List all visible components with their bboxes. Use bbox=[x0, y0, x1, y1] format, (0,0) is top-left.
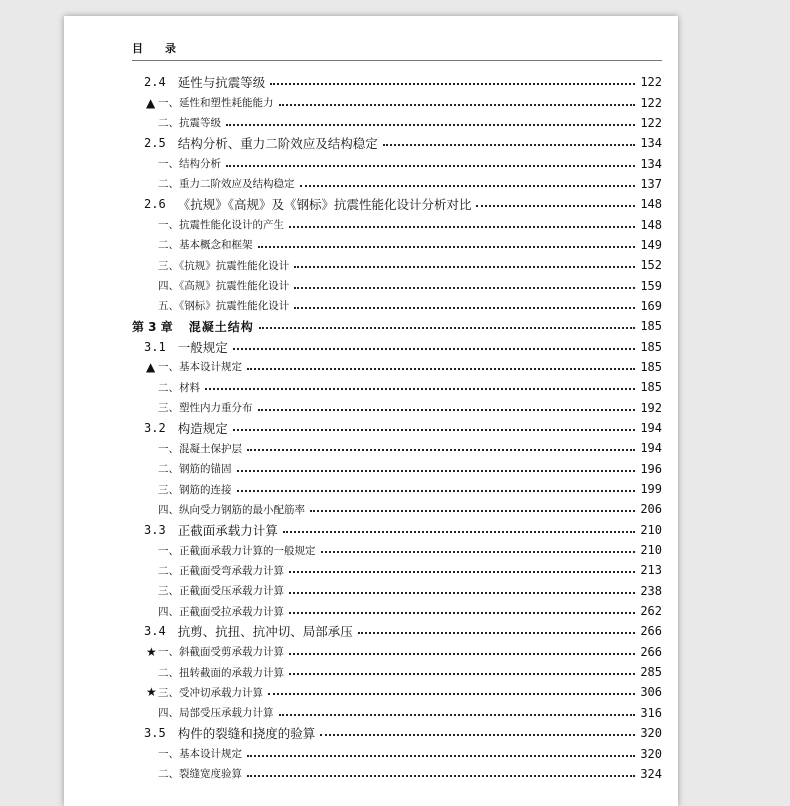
toc-entry-title: 三、受冲切承载力计算 bbox=[158, 686, 263, 699]
toc-entry-label bbox=[146, 746, 242, 761]
toc-entry-title: 二、基本概念和框架 bbox=[158, 239, 253, 252]
toc-section-row[interactable] bbox=[132, 72, 662, 92]
dot-leader bbox=[289, 612, 635, 614]
toc-entry-label bbox=[146, 563, 284, 578]
toc-subsection-row[interactable] bbox=[132, 581, 662, 601]
toc-entry-label bbox=[146, 176, 295, 191]
dot-leader bbox=[289, 571, 635, 573]
header-rule bbox=[132, 60, 662, 61]
toc-subsection-row[interactable] bbox=[132, 113, 662, 133]
dot-leader bbox=[233, 429, 635, 431]
toc-entry-title: 一、斜截面受剪承载力计算 bbox=[158, 646, 284, 659]
toc-page-number: 262 bbox=[640, 604, 662, 619]
toc-page-number: 137 bbox=[640, 176, 662, 191]
dot-leader bbox=[294, 266, 635, 268]
dot-leader bbox=[247, 449, 635, 451]
toc-entry-title: 二、钢筋的锚固 bbox=[158, 463, 232, 476]
toc-entry-title: 四、纵向受力钢筋的最小配筋率 bbox=[158, 503, 305, 516]
toc-entry-label bbox=[146, 441, 242, 456]
toc-page-number: 194 bbox=[640, 441, 662, 456]
dot-leader bbox=[226, 165, 635, 167]
dot-leader bbox=[268, 693, 635, 695]
toc-entry-label bbox=[146, 705, 274, 720]
toc-page-number: 122 bbox=[640, 115, 662, 130]
toc-entry-number: 3.1 bbox=[144, 339, 166, 354]
dot-leader bbox=[270, 83, 635, 85]
toc-entry-label bbox=[144, 622, 353, 640]
toc-entry-label bbox=[146, 461, 232, 476]
toc-entry-title: 三、《抗规》抗震性能化设计 bbox=[158, 259, 290, 272]
document-page bbox=[64, 16, 678, 806]
toc-subsection-row[interactable] bbox=[132, 255, 662, 275]
toc-entry-title: 二、重力二阶效应及结构稳定 bbox=[158, 178, 295, 191]
toc-entry-label bbox=[146, 604, 284, 619]
toc-section-row[interactable] bbox=[132, 418, 662, 438]
toc-page-number: 316 bbox=[640, 705, 662, 720]
toc-entry-title: 一、延性和塑性耗能能力 bbox=[158, 97, 274, 110]
dot-leader bbox=[205, 388, 635, 390]
toc-page-number: 185 bbox=[640, 319, 662, 334]
toc-entry-label bbox=[146, 400, 253, 415]
dot-leader bbox=[358, 632, 635, 634]
toc-section-row[interactable] bbox=[132, 336, 662, 356]
dot-leader bbox=[321, 551, 636, 553]
toc-subsection-row[interactable] bbox=[132, 459, 662, 479]
toc-page-number: 238 bbox=[640, 583, 662, 598]
toc-subsection-row[interactable] bbox=[132, 540, 662, 560]
dot-leader bbox=[289, 653, 635, 655]
toc-entry-title: 二、扭转截面的承载力计算 bbox=[158, 666, 284, 679]
toc-entry-label bbox=[146, 156, 221, 171]
dot-leader bbox=[258, 246, 636, 248]
toc-entry-title: 混凝土结构 bbox=[188, 319, 254, 334]
dot-leader bbox=[237, 490, 636, 492]
toc-subsection-row[interactable] bbox=[132, 174, 662, 194]
dot-leader bbox=[247, 368, 635, 370]
toc-page-number: 306 bbox=[640, 685, 662, 700]
toc-subsection-row[interactable] bbox=[132, 438, 662, 458]
toc-entry-title: 三、正截面受压承载力计算 bbox=[158, 585, 284, 598]
toc-page-number: 324 bbox=[640, 766, 662, 781]
toc-subsection-row[interactable] bbox=[132, 235, 662, 255]
toc-entry-title: 一、基本设计规定 bbox=[158, 748, 242, 761]
toc-page-number: 194 bbox=[640, 421, 662, 436]
toc-entry-number: 2.6 bbox=[144, 197, 166, 212]
toc-entry-label bbox=[146, 380, 200, 395]
toc-page-number: 192 bbox=[640, 400, 662, 415]
toc-entry-label bbox=[146, 217, 284, 232]
toc-entry-title: 二、裂缝宽度验算 bbox=[158, 768, 242, 781]
toc-page-number: 185 bbox=[640, 380, 662, 395]
toc-entry-title: 《抗规》《高规》及《钢标》抗震性能化设计分析对比 bbox=[177, 197, 472, 213]
dot-leader bbox=[259, 327, 635, 329]
toc-subsection-row[interactable] bbox=[132, 662, 662, 682]
dot-leader bbox=[294, 287, 635, 289]
toc-entry-label bbox=[144, 521, 278, 539]
toc-section-row[interactable] bbox=[132, 621, 662, 641]
toc-entry-title: 二、材料 bbox=[158, 381, 200, 394]
toc-page-number: 206 bbox=[640, 502, 662, 517]
toc-page-number: 320 bbox=[640, 746, 662, 761]
toc-entry-title: 一、混凝土保护层 bbox=[158, 442, 242, 455]
toc-page-number: 149 bbox=[640, 237, 662, 252]
dot-leader bbox=[279, 714, 636, 716]
toc-page-number: 134 bbox=[640, 156, 662, 171]
dot-leader bbox=[289, 592, 635, 594]
toc-entry-title: 延性与抗震等级 bbox=[177, 75, 266, 91]
toc-entry-label bbox=[146, 583, 284, 598]
toc-page-number: 213 bbox=[640, 563, 662, 578]
dot-leader bbox=[289, 226, 635, 228]
toc-subsection-row[interactable] bbox=[132, 560, 662, 580]
toc-subsection-row[interactable] bbox=[132, 764, 662, 784]
toc-entry-title: 一、正截面承载力计算的一般规定 bbox=[158, 544, 316, 557]
toc-subsection-row[interactable] bbox=[132, 357, 662, 377]
toc-page-number: 210 bbox=[640, 543, 662, 558]
dot-leader bbox=[300, 185, 636, 187]
toc-entry-number: 第 3 章 bbox=[132, 319, 173, 334]
dot-leader bbox=[310, 510, 635, 512]
toc-entry-label bbox=[146, 685, 263, 700]
toc-page-number: 210 bbox=[640, 522, 662, 537]
toc-entry-number: 3.5 bbox=[144, 726, 166, 741]
toc-entry-number: 2.4 bbox=[144, 75, 166, 90]
toc-page-number: 122 bbox=[640, 75, 662, 90]
toc-entry-title: 一、结构分析 bbox=[158, 158, 221, 171]
toc-entry-title: 二、正截面受弯承载力计算 bbox=[158, 564, 284, 577]
toc-subsection-row[interactable] bbox=[132, 703, 662, 723]
toc-subsection-row[interactable] bbox=[132, 398, 662, 418]
toc-subsection-row[interactable] bbox=[132, 92, 662, 112]
toc-subsection-row[interactable] bbox=[132, 743, 662, 763]
toc-entry-title: 抗剪、抗扭、抗冲切、局部承压 bbox=[177, 624, 353, 640]
toc-entry-label bbox=[146, 543, 316, 558]
toc-entry-label bbox=[146, 644, 284, 659]
toc-entry-label bbox=[144, 724, 315, 742]
toc-subsection-row[interactable] bbox=[132, 682, 662, 702]
toc-page-number: 196 bbox=[640, 461, 662, 476]
toc-subsection-row[interactable] bbox=[132, 642, 662, 662]
toc-page-number: 185 bbox=[640, 359, 662, 374]
page-header bbox=[132, 40, 176, 56]
toc-entry-label bbox=[144, 73, 265, 91]
toc-entry-label bbox=[146, 502, 305, 517]
dot-leader bbox=[294, 307, 635, 309]
toc-entry-label bbox=[146, 278, 289, 293]
toc-section-row[interactable] bbox=[132, 723, 662, 743]
toc-subsection-row[interactable] bbox=[132, 296, 662, 316]
toc-entry-label bbox=[132, 318, 254, 335]
toc-entry-label bbox=[144, 134, 378, 152]
toc-entry-number: 3.2 bbox=[144, 421, 166, 436]
toc-page-number: 148 bbox=[640, 197, 662, 212]
toc-entry-label bbox=[146, 95, 274, 110]
toc-entry-title: 四、《高规》抗震性能化设计 bbox=[158, 280, 290, 293]
toc-page-number: 122 bbox=[640, 95, 662, 110]
dot-leader bbox=[237, 470, 636, 472]
toc-entry-number: 2.5 bbox=[144, 136, 166, 151]
toc-entry-title: 结构分析、重力二阶效应及结构稳定 bbox=[177, 136, 378, 152]
star-marker-icon: ★ bbox=[146, 644, 157, 659]
toc-chapter-row[interactable] bbox=[132, 316, 662, 336]
triangle-marker-icon: ▲ bbox=[146, 359, 156, 374]
toc-section-row[interactable] bbox=[132, 133, 662, 153]
toc-page-number: 266 bbox=[640, 624, 662, 639]
toc-page-number: 159 bbox=[640, 278, 662, 293]
triangle-marker-icon: ▲ bbox=[146, 95, 156, 110]
toc-page-number: 152 bbox=[640, 258, 662, 273]
toc-entry-number: 3.4 bbox=[144, 624, 166, 639]
toc-subsection-row[interactable] bbox=[132, 377, 662, 397]
toc-page-number: 169 bbox=[640, 298, 662, 313]
toc-entry-label bbox=[146, 766, 242, 781]
toc-entry-label bbox=[146, 258, 289, 273]
dot-leader bbox=[476, 205, 635, 207]
toc-entry-title: 构造规定 bbox=[177, 421, 228, 437]
toc-entry-title: 一般规定 bbox=[177, 339, 228, 355]
toc-entry-label bbox=[146, 482, 232, 497]
dot-leader bbox=[258, 409, 636, 411]
dot-leader bbox=[233, 348, 635, 350]
toc-page-number: 266 bbox=[640, 644, 662, 659]
toc-entry-label bbox=[146, 298, 289, 313]
toc-entry-label bbox=[144, 195, 471, 213]
toc-subsection-row[interactable] bbox=[132, 214, 662, 234]
dot-leader bbox=[383, 144, 635, 146]
toc-entry-title: 二、抗震等级 bbox=[158, 117, 221, 130]
toc-page-number: 320 bbox=[640, 726, 662, 741]
toc-entry-title: 四、正截面受拉承载力计算 bbox=[158, 605, 284, 618]
toc-section-row[interactable] bbox=[132, 520, 662, 540]
toc-entry-label bbox=[146, 115, 221, 130]
toc-entry-title: 构件的裂缝和挠度的验算 bbox=[177, 726, 316, 742]
toc-entry-title: 三、塑性内力重分布 bbox=[158, 402, 253, 415]
toc-subsection-row[interactable] bbox=[132, 499, 662, 519]
toc-subsection-row[interactable] bbox=[132, 601, 662, 621]
toc-entry-label bbox=[144, 419, 228, 437]
toc-entry-title: 五、《钢标》抗震性能化设计 bbox=[158, 300, 290, 313]
dot-leader bbox=[279, 104, 636, 106]
dot-leader bbox=[320, 734, 635, 736]
toc-entry-title: 四、局部受压承载力计算 bbox=[158, 707, 274, 720]
toc-page-number: 285 bbox=[640, 665, 662, 680]
dot-leader bbox=[226, 124, 635, 126]
star-marker-icon: ★ bbox=[146, 685, 157, 700]
toc-entry-label bbox=[146, 237, 253, 252]
toc-entry-title: 正截面承载力计算 bbox=[177, 522, 278, 538]
toc-entry-label bbox=[146, 665, 284, 680]
dot-leader bbox=[283, 531, 635, 533]
header-char-right: 录 bbox=[165, 42, 176, 55]
toc-entry-label bbox=[144, 338, 228, 356]
dot-leader bbox=[247, 755, 635, 757]
toc-entry-title: 一、抗震性能化设计的产生 bbox=[158, 219, 284, 232]
toc-entry-title: 一、基本设计规定 bbox=[158, 361, 242, 374]
toc-entry-label bbox=[146, 359, 242, 374]
toc-subsection-row[interactable] bbox=[132, 479, 662, 499]
toc-page-number: 148 bbox=[640, 217, 662, 232]
toc-subsection-row[interactable] bbox=[132, 153, 662, 173]
header-char-left: 目 bbox=[132, 42, 143, 55]
toc-entry-title: 三、钢筋的连接 bbox=[158, 483, 232, 496]
toc-page-number: 185 bbox=[640, 339, 662, 354]
toc-page-number: 199 bbox=[640, 482, 662, 497]
toc-section-row[interactable] bbox=[132, 194, 662, 214]
dot-leader bbox=[289, 673, 635, 675]
toc-subsection-row[interactable] bbox=[132, 275, 662, 295]
table-of-contents bbox=[132, 72, 662, 784]
toc-page-number: 134 bbox=[640, 136, 662, 151]
toc-entry-number: 3.3 bbox=[144, 522, 166, 537]
dot-leader bbox=[247, 775, 635, 777]
